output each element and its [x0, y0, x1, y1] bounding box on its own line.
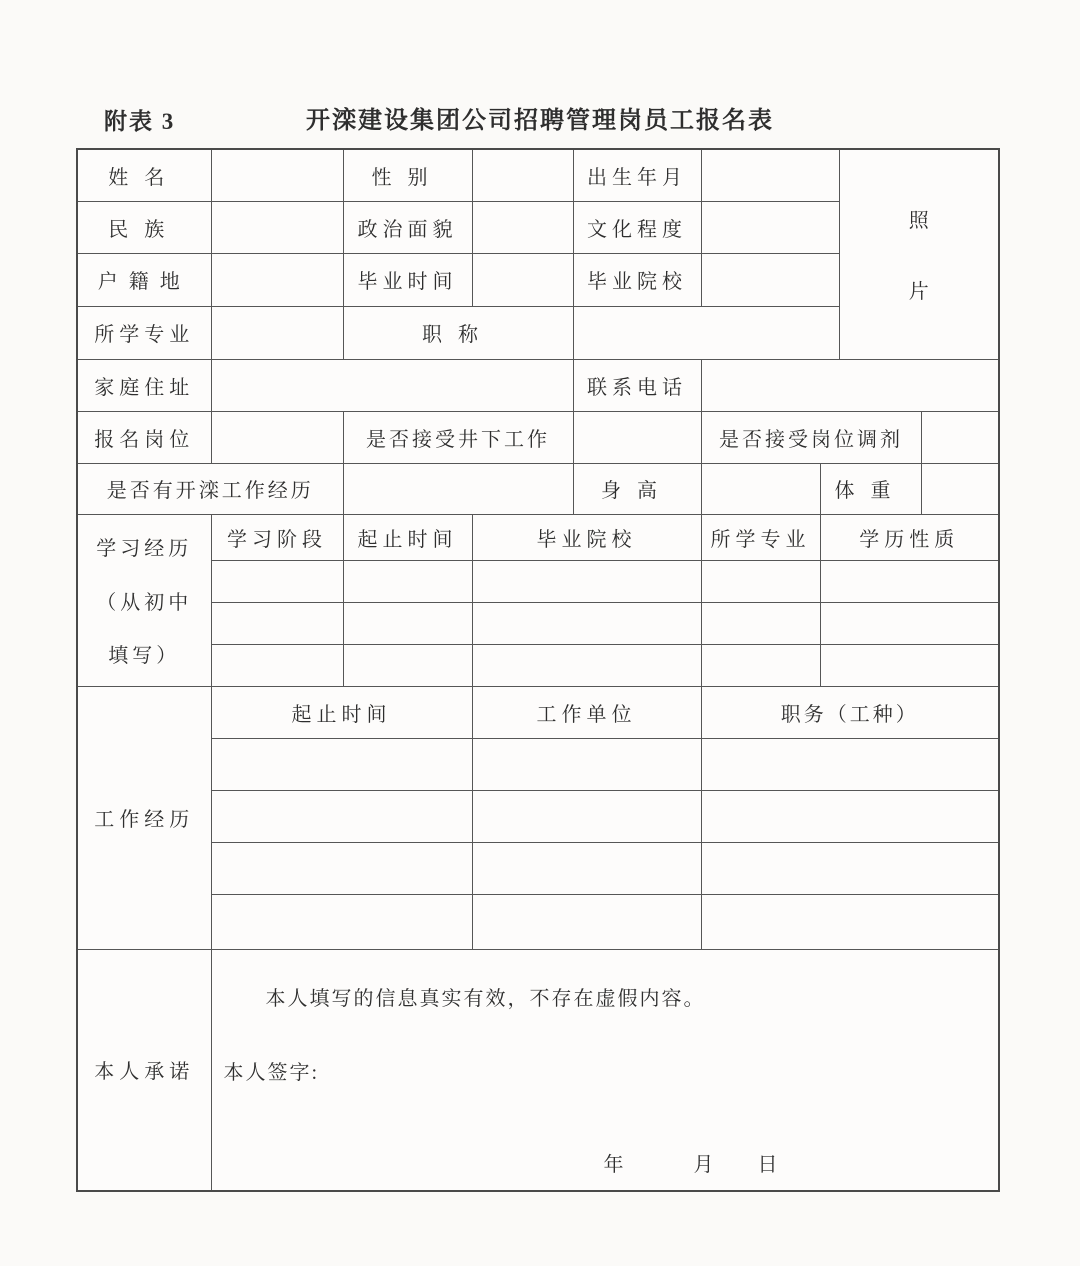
edu-major-input-cell[interactable]	[701, 644, 820, 686]
applied-position-input-cell[interactable]	[211, 411, 343, 463]
work-row	[77, 842, 999, 894]
edu-major-input-cell[interactable]	[701, 560, 820, 602]
household-label: 户籍地	[77, 253, 211, 306]
edu-degree-type-header: 学历性质 ’	[820, 514, 999, 560]
edu-period-input-cell[interactable]	[343, 644, 472, 686]
education-label-line: （从初中	[96, 591, 193, 614]
registration-form-table	[76, 148, 1000, 1192]
work-employer-input-cell[interactable]	[472, 842, 701, 894]
table-row	[77, 149, 999, 201]
kailuan-experience-input-cell[interactable]	[343, 463, 573, 514]
signature-label: 本人签字:	[223, 1061, 320, 1084]
form-header	[0, 100, 1080, 144]
work-section-label: 工作经历	[77, 686, 211, 949]
commitment-content-cell	[211, 949, 999, 1191]
work-position-input-cell[interactable]	[701, 790, 999, 842]
edu-major-header: 所学专业	[701, 514, 820, 560]
work-position-input-cell[interactable]	[701, 894, 999, 949]
professional-title-label: 职称	[343, 306, 573, 359]
ethnicity-label: 民族	[77, 201, 211, 253]
edu-degree-type-input-cell[interactable]	[820, 644, 999, 686]
accept-underground-label: 是否接受井下工作	[343, 411, 573, 463]
edu-stage-input-cell[interactable]	[211, 644, 343, 686]
edu-degree-type-input-cell[interactable]	[820, 602, 999, 644]
major-input-cell[interactable]	[211, 306, 343, 359]
work-row	[77, 790, 999, 842]
birth-date-input-cell[interactable]	[701, 149, 839, 201]
work-period-input-cell[interactable]	[211, 894, 472, 949]
edu-stage-input-cell[interactable]	[211, 560, 343, 602]
graduation-date-input-cell[interactable]	[472, 253, 573, 306]
home-address-input-cell[interactable]	[211, 359, 573, 411]
education-level-input-cell[interactable]	[701, 201, 839, 253]
weight-input-cell[interactable]	[921, 463, 999, 514]
work-period-input-cell[interactable]	[211, 738, 472, 790]
name-label: 姓名	[77, 149, 211, 201]
graduation-date-label: 毕业时间	[343, 253, 472, 306]
edu-school-header: 毕业院校	[472, 514, 701, 560]
work-employer-input-cell[interactable]	[472, 894, 701, 949]
accept-adjustment-label: 是否接受岗位调剂	[701, 411, 921, 463]
name-input-cell[interactable]	[211, 149, 343, 201]
education-header-row	[77, 514, 999, 560]
home-address-label: 家庭住址	[77, 359, 211, 411]
commitment-statement: ’ 本人填写的信息真实有效，不存在虚假内容。	[265, 987, 706, 1010]
edu-school-input-cell[interactable]	[472, 644, 701, 686]
household-input-cell[interactable]	[211, 253, 343, 306]
signature-line	[224, 1056, 567, 1085]
table-row	[77, 463, 999, 514]
political-status-input-cell[interactable]	[472, 201, 573, 253]
political-status-label: 政治面貌	[343, 201, 472, 253]
table-row	[77, 359, 999, 411]
phone-label: 联系电话	[573, 359, 701, 411]
education-row	[77, 560, 999, 602]
signature-area[interactable]	[326, 1061, 566, 1085]
date-day-label: 日	[757, 1154, 778, 1176]
work-employer-input-cell[interactable]	[472, 790, 701, 842]
height-input-cell[interactable]	[701, 463, 820, 514]
date-month-label: 月	[693, 1154, 714, 1176]
height-label: 身高	[573, 463, 701, 514]
work-row	[77, 738, 999, 790]
commitment-row	[77, 949, 999, 1191]
work-period-header: 起止时间	[211, 686, 472, 738]
photo-placeholder-text: ’ 照 片	[908, 210, 929, 304]
edu-stage-input-cell[interactable]	[211, 602, 343, 644]
phone-input-cell[interactable]	[701, 359, 999, 411]
date-line	[212, 1148, 999, 1174]
gender-input-cell[interactable]	[472, 149, 573, 201]
edu-period-header: 起止时间	[343, 514, 472, 560]
work-period-input-cell[interactable]	[211, 790, 472, 842]
work-header-row	[77, 686, 999, 738]
edu-school-input-cell[interactable]	[472, 560, 701, 602]
work-employer-input-cell[interactable]	[472, 738, 701, 790]
graduation-school-label: 毕业院校	[573, 253, 701, 306]
education-row	[77, 644, 999, 686]
kailuan-experience-label: 是否有开滦工作经历	[77, 463, 343, 514]
work-row	[77, 894, 999, 949]
annex-label: 附表 3	[104, 109, 176, 134]
gender-label: 性别	[343, 149, 472, 201]
date-year-label: 年	[603, 1154, 624, 1176]
accept-adjustment-input-cell[interactable]	[921, 411, 999, 463]
photo-cell	[839, 149, 999, 359]
edu-stage-header: 学习阶段	[211, 514, 343, 560]
edu-school-input-cell[interactable]	[472, 602, 701, 644]
applied-position-label: 报名岗位	[77, 411, 211, 463]
professional-title-input-cell[interactable]	[573, 306, 839, 359]
education-section-label	[77, 514, 211, 686]
page-title: 开滦建设集团公司招聘管理岗员工报名表	[306, 108, 774, 134]
work-period-input-cell[interactable]	[211, 842, 472, 894]
birth-date-label: 出生年月	[573, 149, 701, 201]
education-label-line: 学习经历	[96, 538, 193, 560]
education-label-line: 填写）	[108, 645, 181, 667]
accept-underground-input-cell[interactable]	[573, 411, 701, 463]
edu-period-input-cell[interactable]	[343, 560, 472, 602]
commitment-section-label: 本人承诺	[77, 949, 211, 1191]
education-row	[77, 602, 999, 644]
edu-major-input-cell[interactable]	[701, 602, 820, 644]
weight-label: 体重	[820, 463, 921, 514]
edu-degree-type-input-cell[interactable]	[820, 560, 999, 602]
edu-period-input-cell[interactable]	[343, 602, 472, 644]
work-position-header: 职务（工种） ’	[701, 686, 999, 738]
work-employer-header: 工作单位	[472, 686, 701, 738]
ethnicity-input-cell[interactable]	[211, 201, 343, 253]
work-position-input-cell[interactable]	[701, 842, 999, 894]
graduation-school-input-cell[interactable]	[701, 253, 839, 306]
table-row	[77, 411, 999, 463]
work-position-input-cell[interactable]	[701, 738, 999, 790]
major-label: 所学专业	[77, 306, 211, 359]
education-level-label: 文化程度	[573, 201, 701, 253]
